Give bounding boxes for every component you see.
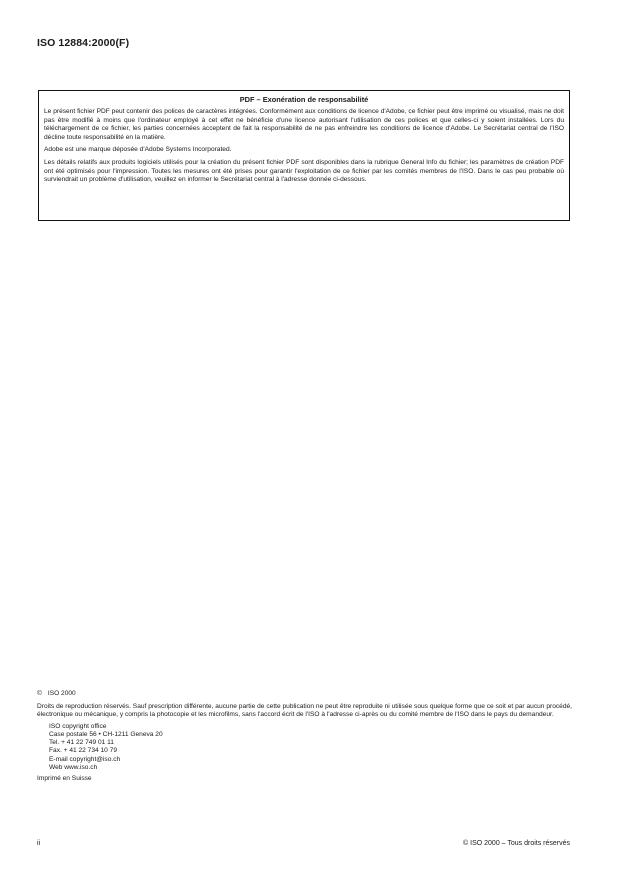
page-number: ii (37, 840, 41, 847)
copyright-year-line (37, 690, 572, 699)
disclaimer-paragraph-fonts: Le présent fichier PDF peut contenir des polices de caractères intégrées. Conformément aux conditions de licence d'Adobe, ce fichier peut être imprimé ou visualisé, mais ne doit pas être modifié à moins que l'ordinateur employé à cet effet ne bénéficie d'une licence autorisant l'utilisation de ces polices et que celles-ci y soient installées. Lors du téléchargement de ce fichier, les parties concernées acceptent de fait la responsabilité de ne pas enfreindre les conditions de licence d'Adobe. Le Secrétariat central de l'ISO décline toute responsabilité en la matière. (44, 108, 564, 141)
disclaimer-paragraph-trademark: Adobe est une marque déposée d'Adobe Systems Incorporated. (44, 146, 232, 154)
disclaimer-title: PDF – Exonération de responsabilité (239, 95, 369, 104)
footer-copyright: © ISO 2000 – Tous droits réservés (463, 840, 570, 847)
disclaimer-paragraph-software: Les détails relatifs aux produits logiciels utilisés pour la création du présent fichier PDF sont disponibles dans la rubrique General Info du fichier; les paramètres de création PDF ont été optimisés pour l'impression. Toutes les mesures ont été prises pour garantir l'exploitation de ce fichier par les comités membres de l'ISO. Dans le cas peu probable où surviendrait un problème d'utilisation, veuillez en informer le Secrétariat central à l'adresse donnée ci-dessous. (44, 158, 564, 184)
address-email[interactable]: E-mail copyright@iso.ch (49, 755, 121, 763)
copyright-year: ISO 2000 (47, 690, 76, 697)
address-fax: Fax. + 41 22 734 10 79 (49, 747, 118, 755)
address-web[interactable]: Web www.iso.ch (49, 763, 98, 771)
copyright-symbol-icon: © (37, 690, 42, 697)
address-tel: Tel. + 41 22 749 01 11 (49, 739, 114, 747)
reproduction-rights-text: Droits de reproduction réservés. Sauf prescription différente, aucune partie de cette publication ne peut être reproduite ni utilisée sous quelque forme que ce soit et par aucun procédé, électronique ou mécanique, y compris la photocopie et les microfilms, sans l'accord écrit de l'ISO à l'adresse ci-après ou du comité membre de l'ISO dans le pays du demandeur. (37, 702, 572, 719)
address-postal: Case postale 56 • CH-1211 Geneva 20 (49, 730, 163, 738)
copyright-notice (37, 690, 572, 784)
iso-office-address (37, 723, 572, 772)
printed-in: Imprimé en Suisse (37, 775, 92, 782)
document-id: ISO 12884:2000(F) (37, 37, 130, 49)
address-office: ISO copyright office (49, 722, 107, 730)
pdf-disclaimer-box (38, 90, 570, 221)
